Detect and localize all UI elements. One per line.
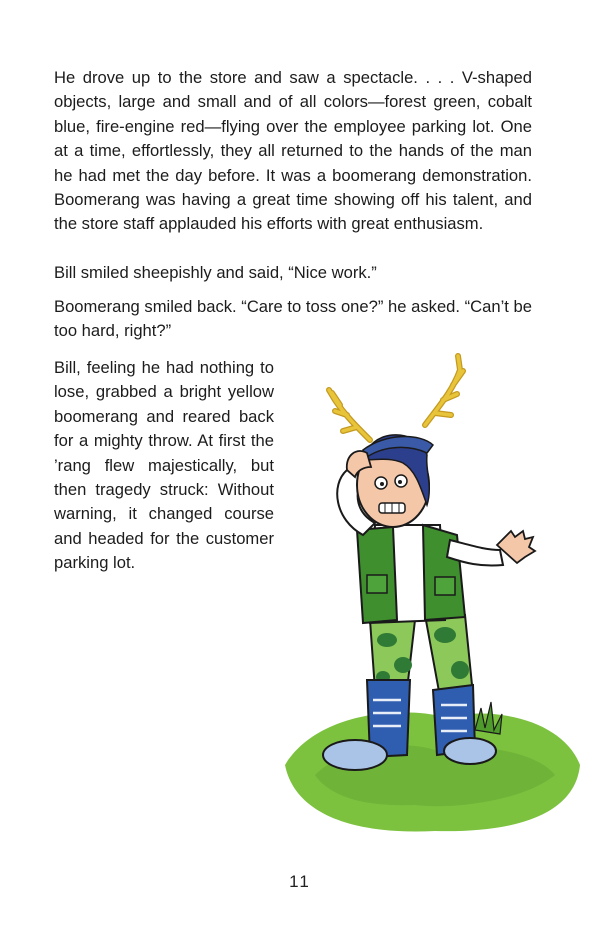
page-number: 11 bbox=[289, 872, 311, 891]
leg-right bbox=[425, 615, 473, 697]
vest-right bbox=[423, 525, 465, 620]
hand-right bbox=[497, 531, 535, 563]
toe-left bbox=[323, 740, 387, 770]
paragraph-tragedy: Bill, feeling he had nothing to lose, grabbed a bright yellow boomerang and reared back for a mighty throw. At first the ’rang flew majestically, but then tragedy struck: Without warning, it changed course and headed for the customer parking lot. bbox=[54, 358, 274, 573]
paragraph-spectacle: He drove up to the store and saw a spectacle. . . . V-shaped objects, large and small and of all colors—forest green, cobalt blue, fire-engine red—flying over the employee parking lot. One at a time, effortlessly, they all returned to the hands of the man he had met the day before. It was a boomerang demonstration. Boomerang was having a great time showing off his talent, and the store staff applauded his efforts with great enthusiasm. bbox=[54, 68, 532, 234]
paragraph-care-to-toss: Boomerang smiled back. “Care to toss one?” he asked. “Can’t be too hard, right?” bbox=[54, 297, 532, 341]
bill-illustration bbox=[275, 345, 585, 835]
paragraph-nice-work: Bill smiled sheepishly and said, “Nice work.” bbox=[54, 263, 377, 282]
toe-right bbox=[444, 738, 496, 764]
